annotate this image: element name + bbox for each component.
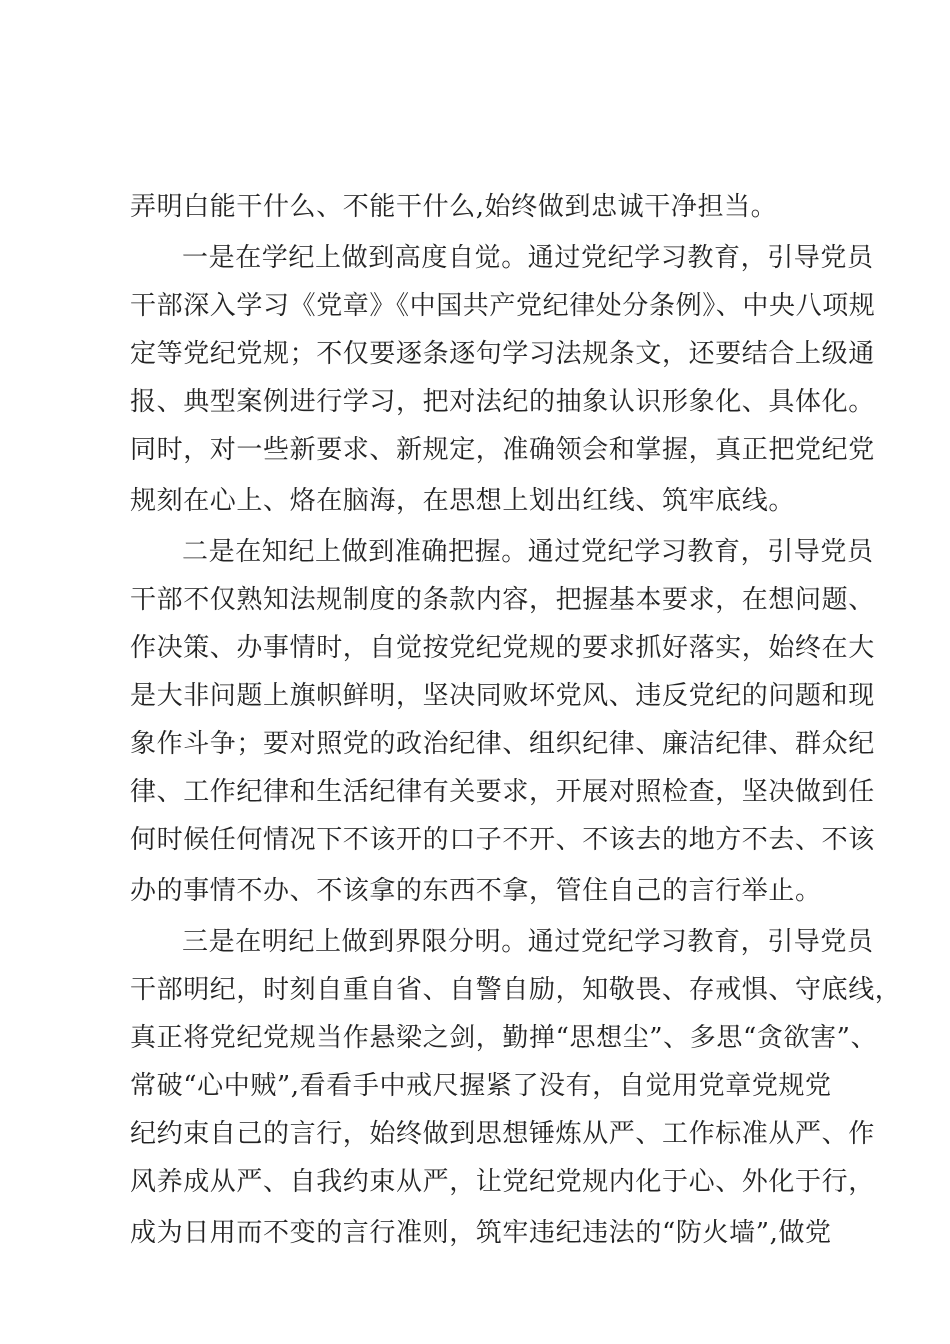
text-line-4: 定等党纪党规；不仅要逐条逐句学习法规条文，还要结合上级通 bbox=[130, 339, 875, 369]
text-line-18: 真正将党纪党规当作悬梁之剑，勤掸“思想尘”、多思“贪欲害”、 bbox=[130, 1023, 878, 1053]
text-line-10: 作决策、办事情时，自觉按党纪党规的要求抓好落实，始终在大 bbox=[130, 633, 875, 663]
text-line-19: 常破“心中贼”,看看手中戒尺握紧了没有，自觉用党章党规党 bbox=[130, 1071, 832, 1101]
text-line-12: 象作斗争；要对照党的政治纪律、组织纪律、廉洁纪律、群众纪 bbox=[130, 729, 875, 759]
text-line-22: 成为日用而不变的言行准则，筑牢违纪违法的“防火墙”,做党 bbox=[130, 1218, 832, 1248]
text-line-20: 纪约束自己的言行，始终做到思想锤炼从严、工作标准从严、作 bbox=[130, 1119, 875, 1149]
text-line-16: 三是在明纪上做到界限分明。通过党纪学习教育，引导党员 bbox=[182, 927, 874, 957]
text-line-13: 律、工作纪律和生活纪律有关要求，开展对照检查，坚决做到任 bbox=[130, 777, 875, 807]
text-line-15: 办的事情不办、不该拿的东西不拿，管住自己的言行举止。 bbox=[130, 876, 822, 906]
text-line-6: 同时，对一些新要求、新规定，准确领会和掌握，真正把党纪党 bbox=[130, 435, 875, 465]
text-line-17: 干部明纪，时刻自重自省、自警自励，知敬畏、存戒惧、守底线， bbox=[130, 975, 902, 1005]
text-line-2: 一是在学纪上做到高度自觉。通过党纪学习教育，引导党员 bbox=[182, 243, 874, 273]
text-line-1: 弄明白能干什么、不能干什么,始终做到忠诚干净担当。 bbox=[130, 192, 778, 222]
text-line-8: 二是在知纪上做到准确把握。通过党纪学习教育，引导党员 bbox=[182, 537, 874, 567]
text-line-9: 干部不仅熟知法规制度的条款内容，把握基本要求，在想问题、 bbox=[130, 585, 875, 615]
text-line-14: 何时候任何情况下不该开的口子不开、不该去的地方不去、不该 bbox=[130, 825, 875, 855]
text-line-11: 是大非问题上旗帜鲜明，坚决同败坏党风、违反党纪的问题和现 bbox=[130, 681, 875, 711]
text-line-3: 干部深入学习《党章》《中国共产党纪律处分条例》、中央八项规 bbox=[130, 291, 876, 321]
text-line-5: 报、典型案例进行学习，把对法纪的抽象认识形象化、具体化。 bbox=[130, 387, 875, 417]
text-line-7: 规刻在心上、烙在脑海，在思想上划出红线、筑牢底线。 bbox=[130, 486, 796, 516]
text-line-21: 风养成从严、自我约束从严，让党纪党规内化于心、外化于行， bbox=[130, 1167, 875, 1197]
